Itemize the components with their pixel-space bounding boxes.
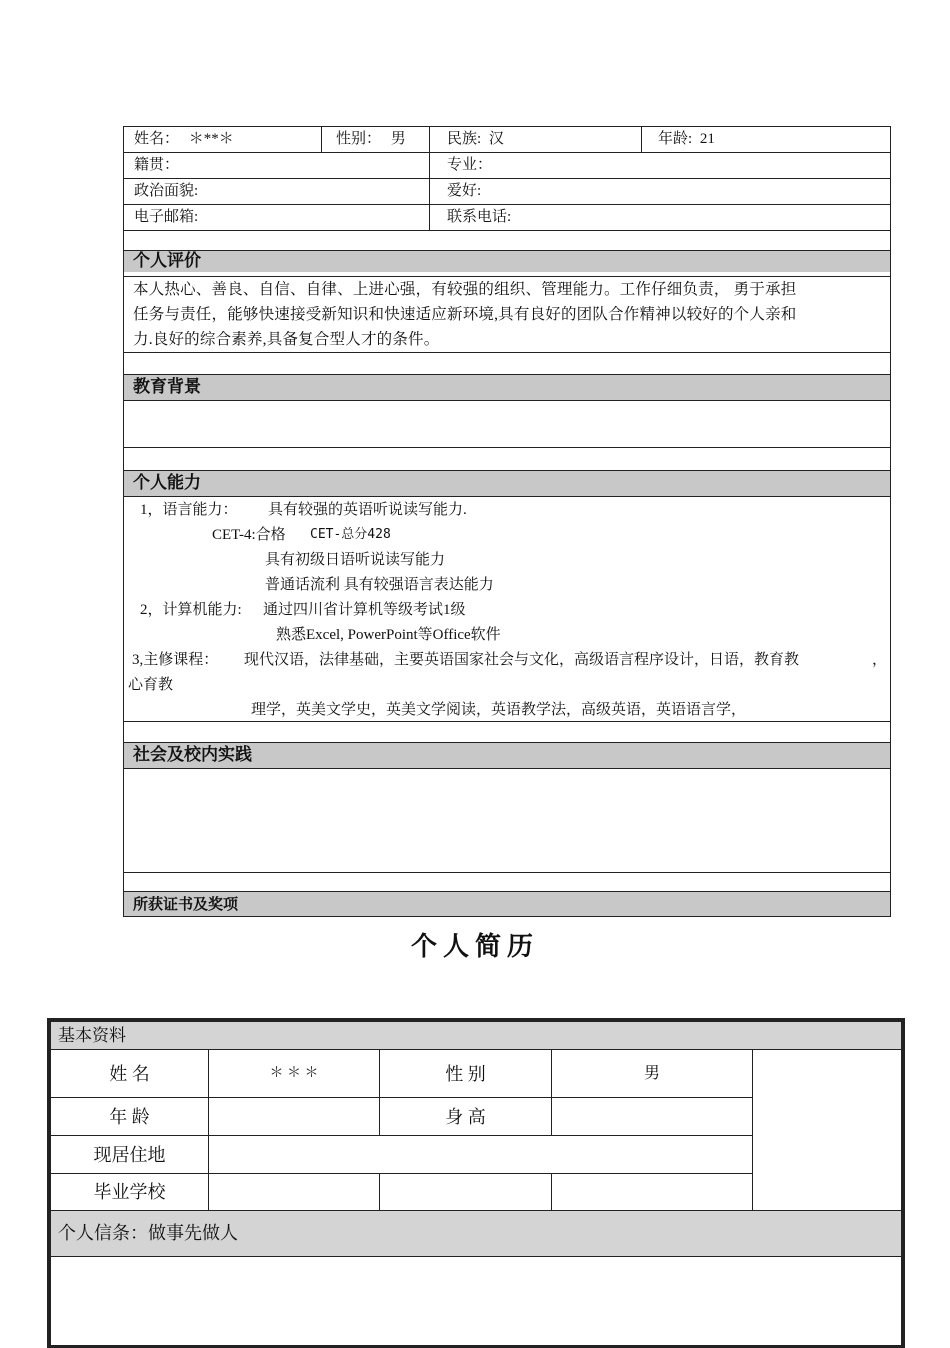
name-label: 姓名：	[134, 131, 180, 147]
age-field	[658, 127, 715, 152]
self-eval-header: 个人评价	[124, 251, 890, 272]
motto-text: 个人信条：做事先做人	[58, 1223, 238, 1243]
self-eval-line: 任务与责任，能够快速接受新知识和快速适应新环境,具有良好的团队合作精神以较好的个人亲和	[133, 306, 797, 323]
gender-value-cell: 男	[643, 1065, 660, 1082]
phone-label: 联系电话:	[447, 209, 512, 225]
japanese-ability: 具有初级日语听说读写能力	[265, 552, 446, 568]
gender-field	[336, 127, 406, 152]
courses-line-1: 现代汉语，法律基础，主要英语国家社会与文化，高级语言程序设计，日语，教育教	[244, 652, 800, 668]
age-label-cell: 年 龄	[109, 1107, 150, 1127]
awards-header: 所获证书及奖项	[124, 892, 890, 916]
self-eval-text	[133, 277, 885, 352]
computer-ability-label: 2，计算机能力:	[140, 602, 242, 618]
political-status-label: 政治面貌:	[134, 183, 199, 199]
height-label-cell: 身 高	[445, 1107, 486, 1127]
courses-line-2: 理学，英美文学史，英美文学阅读，英语教学法，高级英语，英语语言学，	[251, 702, 747, 718]
courses-continuation: 心育教	[128, 677, 174, 693]
gender-label-cell: 性 别	[445, 1064, 486, 1084]
ability-header: 个人能力	[124, 471, 890, 496]
self-eval-line: 力.良好的综合素养,具备复合型人才的条件。	[133, 331, 440, 348]
resume-title: 个人简历	[410, 932, 539, 962]
name-value: ＊**＊	[188, 131, 234, 147]
computer-ability-desc: 通过四川省计算机等级考试1级	[263, 602, 466, 618]
language-ability-desc: 具有较强的英语听说读写能力.	[268, 502, 467, 518]
basic-info-header-bar	[51, 1022, 901, 1049]
self-eval-line: 本人热心、善良、自信、自律、上进心强，有较强的组织、管理能力。工作仔细负责， 勇于承担	[133, 281, 797, 298]
age-label: 年龄:	[658, 131, 693, 147]
practice-header: 社会及校内实践	[124, 743, 890, 768]
address-label-cell: 现居住地	[93, 1145, 166, 1165]
name-value-cell: ＊ ＊ ＊	[269, 1066, 319, 1081]
ethnic-label: 民族:	[447, 131, 482, 147]
education-header: 教育背景	[124, 375, 890, 400]
email-label: 电子邮箱:	[134, 209, 199, 225]
ethnic-value: 汉	[488, 131, 504, 147]
native-place-label: 籍贯：	[134, 157, 180, 173]
cet-score: CET-总分428	[310, 527, 391, 542]
age-value: 21	[699, 131, 715, 147]
name-label-cell: 姓 名	[109, 1064, 150, 1084]
mandarin-ability: 普通话流利 具有较强语言表达能力	[265, 577, 494, 593]
hobby-label: 爱好:	[447, 183, 482, 199]
ethnic-field	[447, 127, 504, 152]
gender-value: 男	[390, 131, 406, 147]
cet4-result: CET-4:合格	[212, 527, 286, 543]
courses-label: 3,主修课程：	[132, 652, 219, 668]
office-skills: 熟悉Excel, PowerPoint等Office软件	[276, 627, 501, 643]
gender-label: 性别：	[336, 131, 382, 147]
major-label: 专业：	[447, 157, 493, 173]
name-field	[134, 127, 234, 152]
basic-info-header: 基本资料	[58, 1026, 126, 1045]
language-ability-label: 1，语言能力：	[140, 502, 238, 518]
school-label-cell: 毕业学校	[93, 1182, 166, 1202]
courses-comma: ，	[872, 652, 888, 668]
